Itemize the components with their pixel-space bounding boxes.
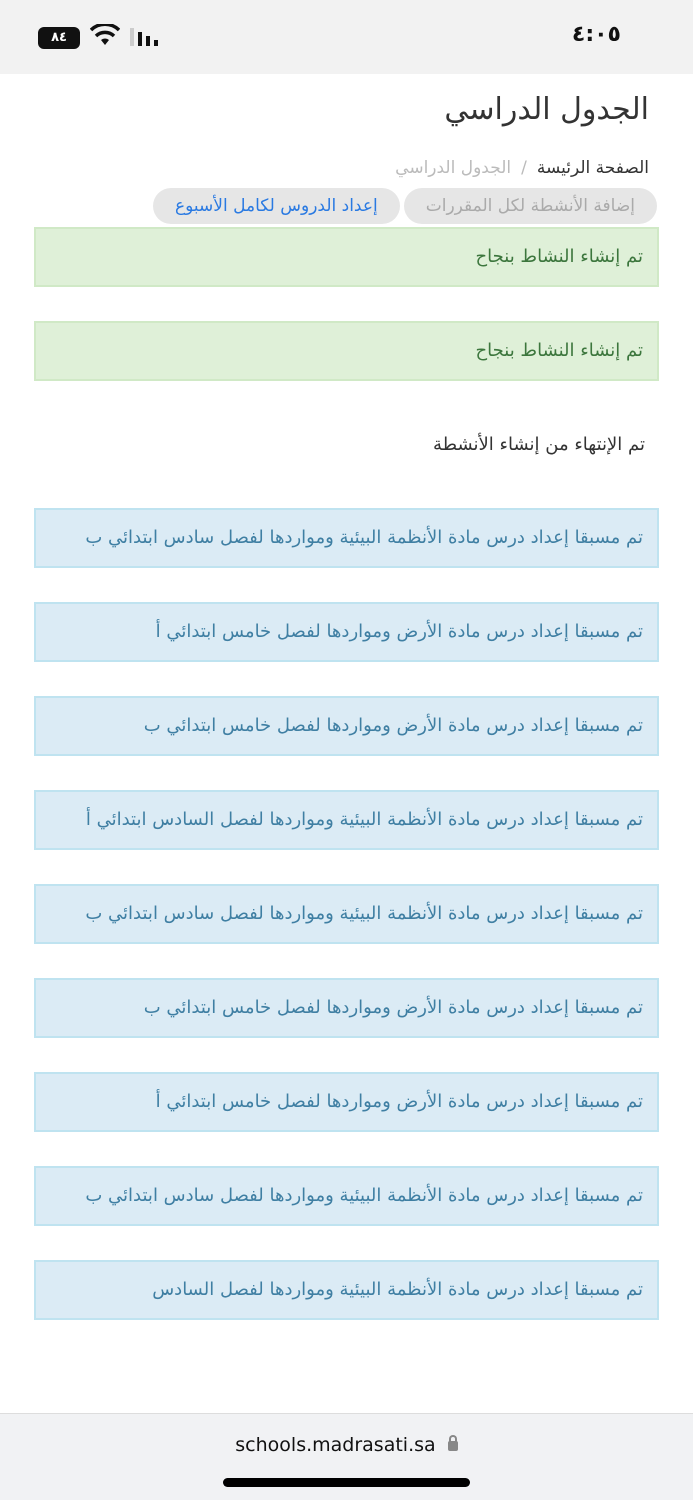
browser-bar — [0, 1413, 693, 1500]
home-indicator[interactable] — [223, 1478, 470, 1487]
info-alert: تم مسبقا إعداد درس مادة الأنظمة البيئية ومواردها لفصل السادس — [34, 1260, 659, 1320]
done-message: تم الإنتهاء من إنشاء الأنشطة — [433, 434, 645, 455]
info-alert: تم مسبقا إعداد درس مادة الأرض ومواردها لفصل خامس ابتدائي أ — [34, 1072, 659, 1132]
breadcrumb-separator: / — [521, 158, 527, 178]
info-alert: تم مسبقا إعداد درس مادة الأرض ومواردها لفصل خامس ابتدائي أ — [34, 602, 659, 662]
info-alert: تم مسبقا إعداد درس مادة الأنظمة البيئية ومواردها لفصل السادس ابتدائي أ — [34, 790, 659, 850]
clock: ٤:٠٥ — [571, 22, 621, 47]
breadcrumb-current: الجدول الدراسي — [395, 158, 512, 178]
breadcrumb — [395, 158, 649, 178]
wifi-icon — [90, 24, 120, 46]
url-text: schools.madrasati.sa — [235, 1434, 436, 1456]
breadcrumb-home[interactable]: الصفحة الرئيسة — [536, 158, 649, 178]
success-alert: تم إنشاء النشاط بنجاح — [34, 321, 659, 381]
battery-icon: ٨٤ — [38, 27, 80, 49]
page-title: الجدول الدراسي — [444, 92, 649, 127]
address-bar[interactable] — [0, 1434, 693, 1456]
signal-icon — [130, 28, 160, 48]
info-alert: تم مسبقا إعداد درس مادة الأنظمة البيئية ومواردها لفصل سادس ابتدائي ب — [34, 884, 659, 944]
info-alert: تم مسبقا إعداد درس مادة الأرض ومواردها لفصل خامس ابتدائي ب — [34, 978, 659, 1038]
status-bar — [0, 0, 693, 74]
success-alert: تم إنشاء النشاط بنجاح — [34, 227, 659, 287]
prepare-week-button[interactable]: إعداد الدروس لكامل الأسبوع — [153, 188, 400, 224]
info-alert: تم مسبقا إعداد درس مادة الأنظمة البيئية ومواردها لفصل سادس ابتدائي ب — [34, 508, 659, 568]
info-alert: تم مسبقا إعداد درس مادة الأرض ومواردها لفصل خامس ابتدائي ب — [34, 696, 659, 756]
messages-list — [34, 227, 659, 1354]
lock-icon — [448, 1441, 458, 1451]
page-content — [0, 74, 693, 1413]
add-activities-button[interactable]: إضافة الأنشطة لكل المقررات — [404, 188, 657, 224]
info-alert: تم مسبقا إعداد درس مادة الأنظمة البيئية ومواردها لفصل سادس ابتدائي ب — [34, 1166, 659, 1226]
